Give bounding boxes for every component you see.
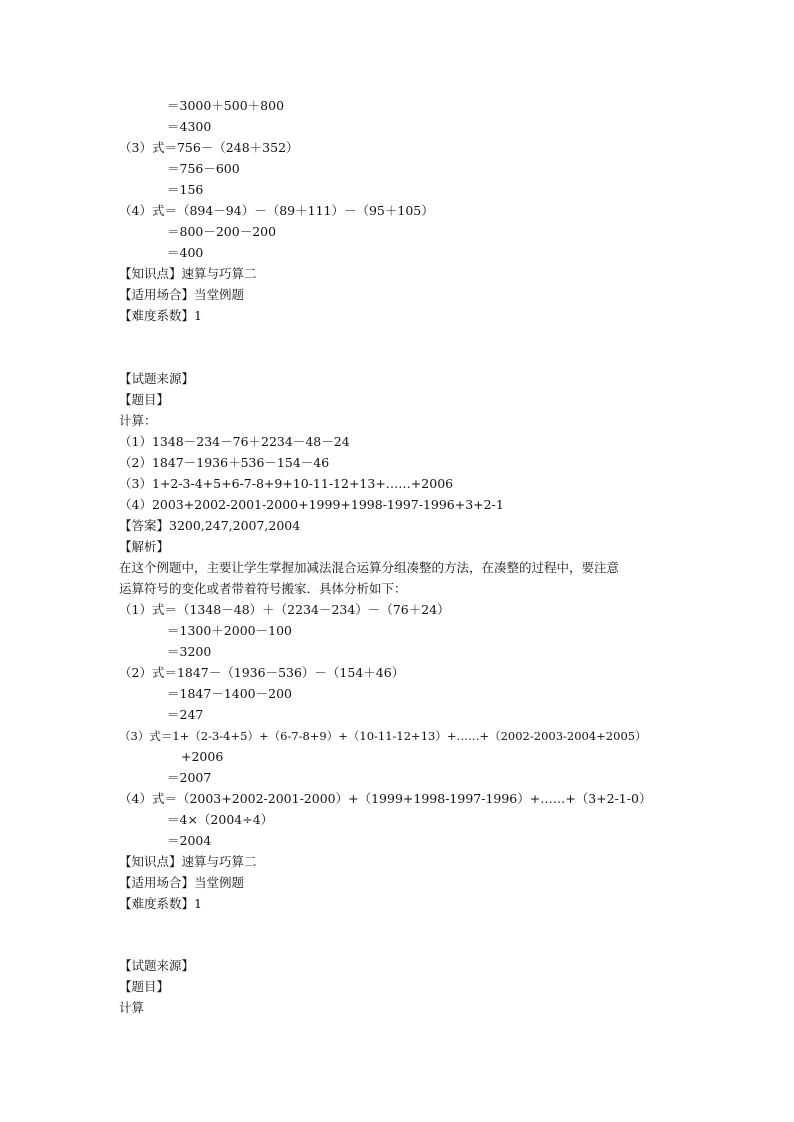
usage-context: 【适用场合】当堂例题	[119, 287, 245, 302]
text-line: 运算符号的变化或者带着符号搬家．具体分析如下：	[119, 581, 407, 596]
question-heading: 【题目】	[119, 392, 170, 407]
text-line: （4）式＝（894－94）－（89＋111）－（95＋105）	[119, 203, 434, 218]
text-line: ＝400	[167, 245, 204, 260]
text-line: ＝800－200－200	[167, 224, 277, 239]
text-line: （2）式＝1847－（1936－536）－（154＋46）	[119, 665, 405, 680]
text-line: 计算：	[119, 413, 157, 428]
text-line: （3）式＝756－（248＋352）	[119, 140, 299, 155]
difficulty: 【难度系数】1	[119, 896, 202, 911]
text-line: 在这个例题中，主要让学生掌握加减法混合运算分组凑整的方法，在凑整的过程中，要注意	[119, 560, 620, 575]
question-source: 【试题来源】	[119, 371, 195, 386]
text-line: （2）1847－1936＋536－154－46	[119, 455, 330, 470]
text-line: （3）1+2-3-4+5+6-7-8+9+10-11-12+13+……+2006	[119, 476, 454, 491]
text-line: ＝2007	[167, 770, 212, 785]
text-line: （1）式＝（1348－48）＋（2234－234）－（76＋24）	[119, 602, 450, 617]
analysis-heading: 【解析】	[119, 539, 170, 554]
knowledge-point: 【知识点】速算与巧算二	[119, 266, 257, 281]
text-line: ＝2004	[167, 833, 212, 848]
answer: 【答案】3200,247,2007,2004	[119, 518, 301, 533]
text-line: ＝3000＋500＋800	[167, 98, 285, 113]
knowledge-point: 【知识点】速算与巧算二	[119, 854, 257, 869]
text-line: ＝3200	[167, 644, 212, 659]
text-line: ＝4300	[167, 119, 212, 134]
text-line: ＝156	[167, 182, 204, 197]
usage-context: 【适用场合】当堂例题	[119, 875, 245, 890]
text-line: （1）1348－234－76＋2234－48－24	[119, 434, 350, 449]
difficulty: 【难度系数】1	[119, 308, 202, 323]
question-heading: 【题目】	[119, 979, 170, 994]
text-line: ＝756－600	[167, 161, 240, 176]
question-source: 【试题来源】	[119, 958, 195, 973]
text-line: ＝4×（2004÷4）	[167, 812, 274, 827]
text-line: （4）式＝（2003+2002-2001-2000）+（1999+1998-1997-1996）+……+（3+2-1-0）	[119, 791, 652, 806]
text-line: +2006	[181, 749, 224, 764]
text-line: （4）2003+2002-2001-2000+1999+1998-1997-1996+3+2-1	[119, 497, 504, 512]
text-line: （3）式＝1+（2-3-4+5）+（6-7-8+9）+（10-11-12+13）+……+（2002-2003-2004+2005）	[119, 729, 647, 743]
text-line: ＝1847－1400－200	[167, 686, 292, 701]
text-line: ＝247	[167, 707, 204, 722]
text-line: ＝1300＋2000－100	[167, 623, 292, 638]
text-line: 计算	[119, 1000, 145, 1015]
